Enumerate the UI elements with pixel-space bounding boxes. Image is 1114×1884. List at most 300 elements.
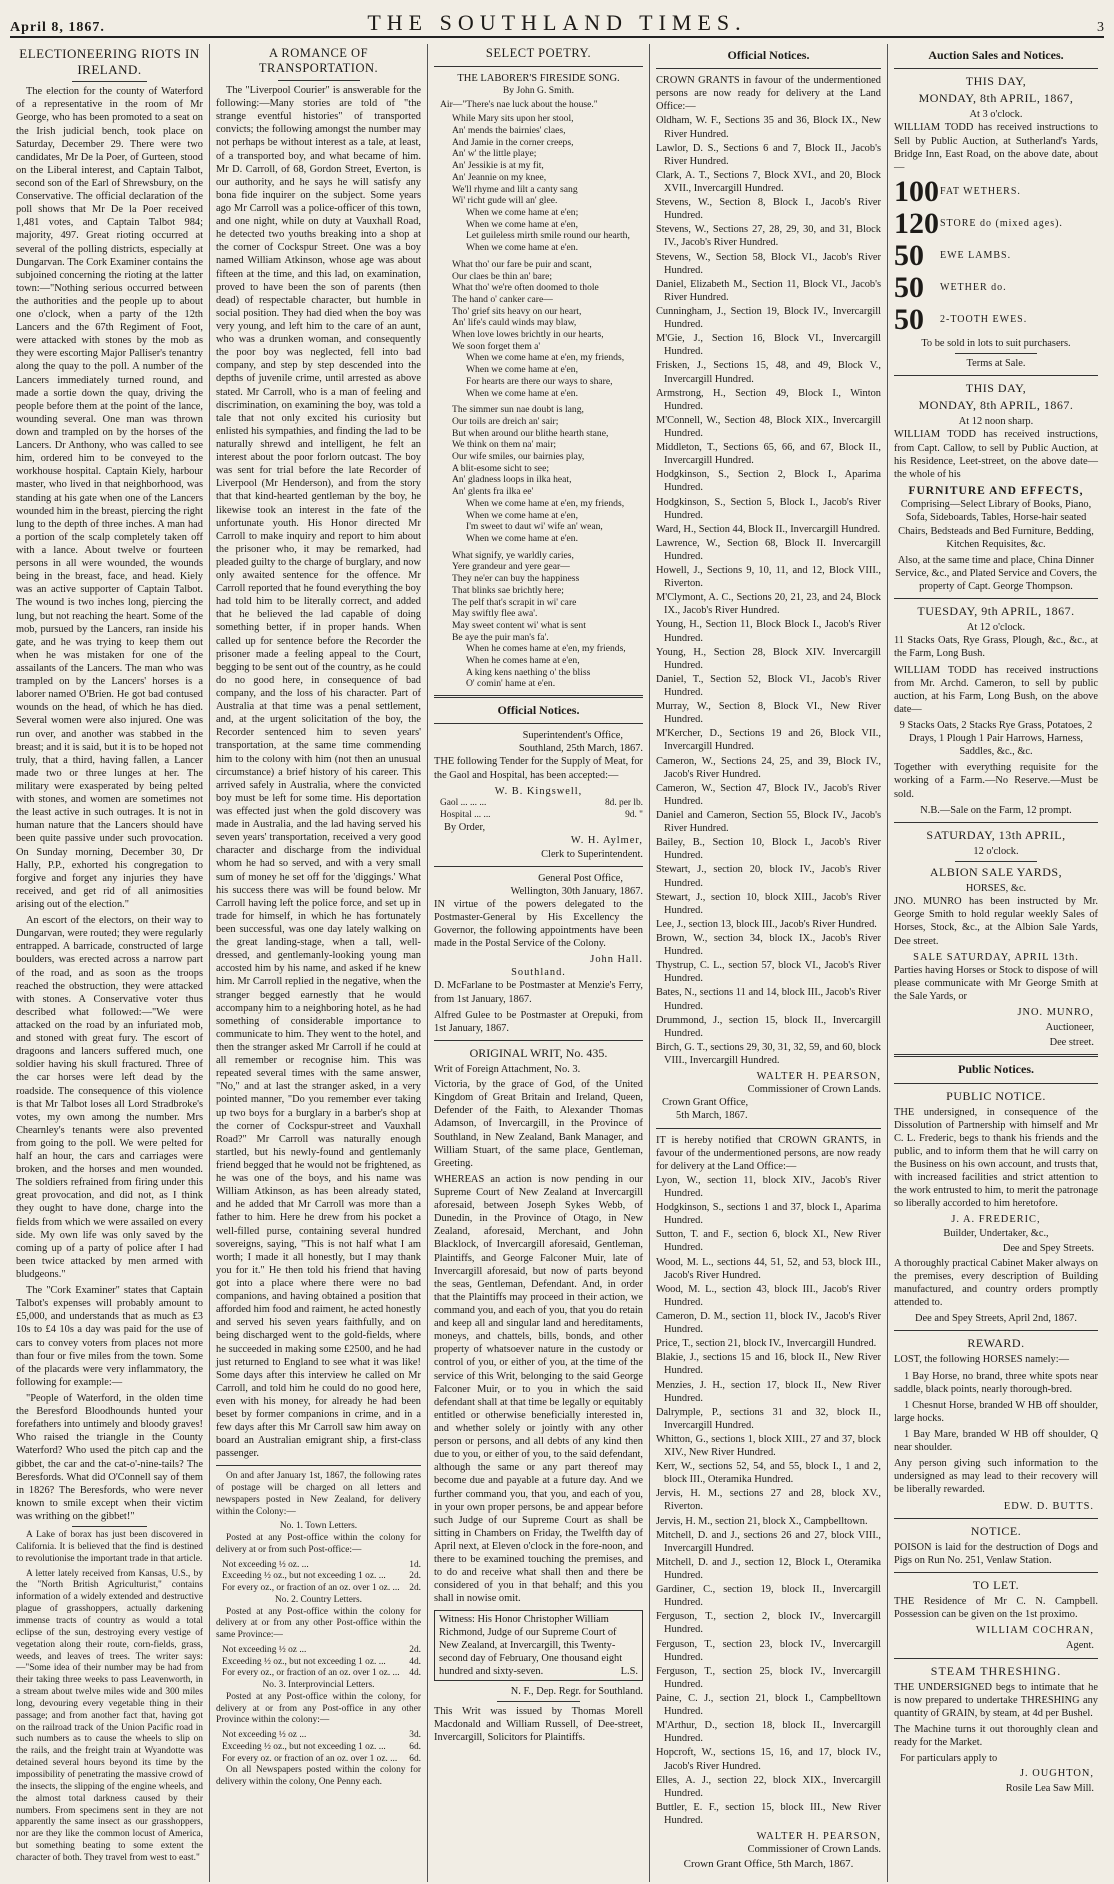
gpo-body: IN virtue of the powers delegated to the Postmaster-General by His Excellency the Governor, the following appointments have been made in the Postal Service of the Colony. (434, 898, 643, 950)
crown-grant-entry: Stevens, W., Sections 27, 28, 29, 30, and 31, Block IV., Jacob's River Hundred. (656, 224, 881, 249)
column-5 (888, 44, 1104, 1882)
sale1-time: At 3 o'clock. (969, 109, 1023, 121)
article-paragraph: The "Liverpool Courier" is answerable for the following:—Many stories are told of "the strange eventful histories" of transported convicts; the following amongst the number may not perhaps be without interest as a tale, at least, of a transported boy, and what became of him. Mr D. Carroll, of 68, Gordon Street, Everton, is our authority, and he says he will satisfy any bona fide inquirer on the subject. Some years ago Mr Carroll was a police-officer of this town, and one night, while on duty at Vauxhall Road, he detected two youths breaking into a shop at the corner of Cockspur Street. One was a boy named William Atkinson, whose age was about fifteen at the time, and this lad, on examination, proved to have been the son of parents (then dead) of respectable character, but humble in social position. They had died when the boy was very young, and left him to the care of an aunt, who was a drunken woman, and consequently the poor boy was neglected, fell into bad company, and step by step descended into the depths of juvenile crime, until arrested as above stated. Mr Carroll, who is a man of feeling and discrimination, on examining the boy, was told a tale that not only excited his curiosity but enlisted his sympathies, and finding the lad to be naturally shrewd and intelligent, he felt an interest about the poor forlorn outcast. The boy was sent for trial before the late Recorder of Liverpool (Mr Henderson), and from the story that that kind-hearted gentleman by the boy, he likewise took an interest in the fate of the unfortunate youth. His Honor directed Mr Carroll to make inquiry and report to him about the prisoner who, it may be remarked, had pleaded guilty to the charge of burglary, and now only awaited sentence for the offence. Mr Carroll reported that he found everything the boy had told him to be literally correct, and added that he believed the lad capable of doing something better, if in proper hands. When called up for sentence before the Recorder the prisoner made a feeling appeal to the Court, begging to be sent out of the country, as he could do no good here, in consequence of bad company, and the loss of his character. Part of Australia at that time was a penal settlement, and, at the urgent solicitation of the boy, the Recorder sentenced him to seven years' transportation, at the same time commending him to the colony with him (not then an unusual circumstance) a brief history of his career. This arrived safely in Australia, where the convicted boy must be left for some time. His deportation was effected just when the gold discovery was made in Australia, and the lad having served his seven years' transportation, received a very good character and discharge from the individual whom he had so served, and with a very small sum of money he set off for the 'diggings.' What his success there was will be found below. Mr Carroll having left the police force, and set up in trade for himself, in which he has fortunately been successful, was one day lately walking on the great landing-stage, when a tall, well-dressed, and gentlemanly-looking young man accosted him by his name, and asked if he knew him. Mr Carroll replied in the negative, when the stranger begged earnestly that he would accompany him to a neighboring hotel, as he had something of considerable importance to communicate to him. They went to the hotel, and then the stranger asked Mr Carroll if he could at all remember or recognise him. This was repeated several times with the same answer, "No," and at last the stranger asked, in a very pointed manner, "Do you remember ever taking up two boys for a burglary in a barber's shop at the corner of Cockspur-street and Vauxhall Road?" Mr Carroll was naturally enough startled, but his newly-found and gentlemanly friend begged that he would not be frightened, as he was one of the boys, and his name was William Atkinson, as has been already stated, and he added that Mr Carroll was more than a father to him. Here he drew from his pocket a well-filled purse, containing several hundred sovereigns, saying, "This is not half what I am worth; I made it all honestly, but I may thank you for it." He then told his friend that having got into a place where there were no bad companions, and having obtained a position that afforded him food and raiment, he acted honestly and served his seven years faithfully, and on being discharged went to the gold-fields, where he succeeded in making some £2500, and he had just returned to England to see what it was like! Some days after this interview he called on Mr Carroll, and told him he could do no good here, even with his money, for already he had been beset by former companions in crime, and in a few days after this Mr Carroll saw him away on board an Australian emigrant ship, a first-class passenger. (216, 85, 421, 1460)
poem-line: May swiftly flee awa'. (452, 608, 538, 620)
poem-line: Our claes be thin an' bare; (452, 270, 553, 282)
poem-line: Be aye the puir man's fa'. (452, 631, 549, 643)
news-item: A letter lately received from Kansas, U.S., by the "North British Agriculturist," contains information of a widely extended and destructive plague of grasshoppers, actually darkening immense tracts of country as would a total eclipse of the sun, destroying every vestige of vegetation along their route, corn-fields, grass, weeds, and leaves of trees. The writer says:—"Some idea of their number may be had from their taking three weeks to pass Leavenworth, in a stream about twelve miles wide and 300 miles long, devouring every vegetable thing in their passage; and from another fact that, having got on the railroad track of the Union Pacific road in such numbers as to cause the wheels to slip on the rails, and the freight train at Wyandotte was detained several hours beyond its time by the impossibility of penetrating the massive crowd of the insects, the slipping of the engine wheels, and the almost total darkness caused by their numbers. From specimens sent in they are not apparently the same insect as our grasshoppers, nor are they like the common locust of America, but something beating to some extent the character of both. They travel from west to east." (16, 1568, 203, 1863)
column-4 (650, 44, 888, 1882)
postage-footer: On all Newspapers posted within the colony for delivery within the colony, One Penny each. (216, 1765, 421, 1788)
sale1-date: MONDAY, 8th APRIL, 1867, (918, 91, 1074, 106)
steam-threshing-notice (894, 1664, 1098, 1796)
poem-line: But when around our blithe hearth stane, (452, 427, 609, 439)
postage-sections (216, 1521, 421, 1765)
public-notice-title: PUBLIC NOTICE. (946, 1088, 1046, 1103)
supt-rate-value: 9d. " (625, 809, 643, 820)
crown-grant-entry: Hopcroft, W., sections 15, 16, and 17, block IV., Jacob's River Hundred. (656, 1747, 881, 1772)
sale3-time: At 12 o'clock. (966, 622, 1026, 634)
supt-office: Superintendent's Office, (522, 730, 623, 742)
auction-livestock (894, 74, 1098, 370)
poem-line: Our toils are dreich an' sair; (452, 415, 559, 427)
to-let-sign-title: Agent. (1066, 1640, 1094, 1652)
postage-rate-value: 3d. (409, 1730, 421, 1741)
postage-rate-row (216, 1583, 421, 1595)
sale2-body: WILLIAM TODD has received instructions, from Capt. Callow, to sell by Public Auction, at his Residence, Leet-street, on the above date—the whole of his (894, 429, 1098, 480)
sale1-body: WILLIAM TODD has received instructions to Sell by Public Auction, at Sutherland's Yards, Bridge Inn, East Road, on the above date, about— (894, 122, 1098, 173)
poem-line: And Jamie in the corner creeps, (452, 136, 574, 148)
supt-sign: W. H. Aylmer, (570, 835, 643, 847)
postage-rate-desc: For every oz. or fraction of an oz. over 1 oz. ... (222, 1753, 398, 1764)
postage-rate-desc: For every oz., or fraction of an oz. over 1 oz. ... (222, 1668, 400, 1679)
romance-body (216, 84, 421, 1460)
postage-rate-value: 6d. (409, 1741, 421, 1752)
steam-sign-place: Rosile Lea Saw Mill. (1005, 1783, 1094, 1795)
poem-line: A blit-esome sicht to see; (452, 462, 549, 474)
sale2-detail: Comprising—Select Library of Books, Piano, Sofa, Sideboards, Tables, Horse-hair seated Chairs, Bedsteads and Bed Furniture, Bedding, Kitchen Requisites, &c. (898, 499, 1094, 550)
steam-apply: For particulars apply to (900, 1753, 998, 1765)
gpo-appointments (434, 979, 643, 1034)
gpo-sign: John Hall. (590, 954, 643, 966)
reward-sign: EDW. D. BUTTS. (1003, 1500, 1094, 1512)
sale-lot-count: 50 (894, 302, 924, 336)
poem-line: When we come hame at e'en, (466, 364, 579, 376)
sale4-sign-title: Auctioneer, (1045, 1022, 1094, 1034)
column-3 (428, 44, 650, 1882)
sale2-also: Also, at the same time and place, China Dinner Service, &c., and Plated Service and Covers, the property of Capt. George Thompson. (895, 554, 1097, 592)
crown-grant-entry: Kerr, W., sections 52, 54, and 55, block I., 1 and 2, block III., Oteramika Hundred. (656, 1461, 881, 1486)
poem-line: When we come hame at e'en; (466, 207, 579, 218)
section-header-official: Official Notices. (497, 703, 580, 718)
section-header-auction: Auction Sales and Notices. (928, 48, 1064, 62)
supt-rate-desc: Gaol ... ... ... (440, 797, 487, 808)
to-let-sign: WILLIAM COCHRAN, (975, 1625, 1094, 1637)
writ-seal: L.S. (620, 1665, 638, 1677)
column-1 (10, 44, 210, 1882)
article-title-romance: A ROMANCE OF TRANSPORTATION. (258, 46, 379, 75)
steam-title: STEAM THRESHING. (930, 1663, 1062, 1678)
auction-horses (894, 828, 1098, 1050)
poem-line: When we come hame at e'en, my friends, (466, 352, 625, 364)
poem-line: We think on them na' mair; (452, 439, 557, 451)
crown-grant-entry: Bates, N., sections 11 and 14, block III., Jacob's River Hundred. (656, 987, 881, 1012)
poem-line: What tho' our fare be puir and scant, (452, 258, 592, 270)
crown-grant-entry: M'Kercher, D., Sections 19 and 26, Block VII., Invercargill Hundred. (656, 728, 881, 753)
poem-line: That blinks sae brichtly here; (452, 584, 564, 596)
crown-grant-entry: Gardiner, C., section 19, block II., Invercargill Hundred. (656, 1584, 881, 1609)
crown-grant-entry: Daniel, T., Section 52, Block VI., Jacob's River Hundred. (656, 673, 881, 699)
sale3-body: WILLIAM TODD has received instructions from Mr. Archd. Cameron, to sell by public auction, at his Farm, Long Bush, on the above date— (894, 664, 1098, 715)
to-let-title: TO LET. (972, 1578, 1020, 1592)
postage-section-head: No. 3. Interprovincial Letters. (262, 1680, 375, 1691)
crown-grant-entry: Cunningham, J., Section 19, Block IV., Invercargill Hundred. (656, 305, 881, 331)
supt-order: By Order, (444, 822, 486, 834)
news-item: A Lake of borax has just been discovered in California. It is believed that the find is destined to revolutionise the important trade in that article. (16, 1530, 203, 1564)
crown-grant-entry: Cameron, W., Section 47, Block IV., Jacob's River Hundred. (656, 782, 881, 807)
postage-rate-value: 4d. (409, 1668, 421, 1679)
postage-section-head: No. 2. Country Letters. (275, 1594, 362, 1605)
poem-line: When he comes hame at e'en, my friends, (466, 643, 626, 655)
sale-lot (894, 270, 1098, 304)
crown-grant-entry: M'Connell, W., Section 48, Block XIX., Invercargill Hundred. (656, 414, 881, 439)
poem-title: THE LABORER'S FIRESIDE SONG. (457, 73, 620, 84)
crown-grant-entry: M'Gie, J., Section 16, Block VI., Invercargill Hundred. (656, 333, 881, 358)
reward-item: 1 Bay Horse, no brand, three white spots near saddle, black points, nearly thorough-bred. (894, 1370, 1098, 1395)
crown-grant-entry: M'Arthur, D., section 18, block II., Invercargill Hundred. (656, 1720, 881, 1745)
supt-rate-row (434, 798, 643, 810)
crown-grant-entry: Frisken, J., Sections 15, 48, and 49, Block V., Invercargill Hundred. (656, 360, 881, 385)
crown-grant-entry: Bailey, B., Section 10, Block I., Jacob's River Hundred. (656, 837, 881, 862)
crown-grant-entry: Ward, H., Section 44, Block II., Invercargill Hundred. (656, 523, 881, 535)
crown-sign-2: WALTER H. PEARSON, (756, 1831, 881, 1843)
crown-grant-entry: Cameron, W., Sections 24, 25, and 39, Block IV., Jacob's River Hundred. (656, 755, 881, 780)
crown-grant-entry: Hodgkinson, S., Section 2, Block I., Aparima Hundred. (656, 469, 881, 494)
poem-line: The simmer sun nae doubt is lang, (452, 404, 584, 416)
sale3-nb: N.B.—Sale on the Farm, 12 prompt. (920, 804, 1072, 816)
section-header-official-4: Official Notices. (727, 48, 810, 62)
public-notice-date: Dee and Spey Streets, April 2nd, 1867. (915, 1313, 1077, 1325)
postage-rate-row (216, 1742, 421, 1754)
poem-line: When we come hame at e'en. (466, 387, 579, 399)
sale-lot-count: 120 (894, 206, 939, 240)
sale2-day: THIS DAY, (965, 381, 1027, 396)
auction-furniture (894, 381, 1098, 593)
poem-line: Tho' grief sits heavy on our heart, (452, 305, 582, 317)
postage-rate-value: 2d. (409, 1571, 421, 1582)
writ-body: WHEREAS an action is now pending in our Supreme Court of New Zealand at Invercargill aforesaid, between Joseph Sykes Webb, of Dunedin, in the Province of Otago, in New Zealand, aforesaid, Merchant, and John Blacklock, of Invercargill aforesaid, Gentleman, Plaintiffs, and George Falconer Muir, late of Invercargill aforesaid, but now of parts beyond the seas, Gentleman, Defendant. And, in order that the Plaintiffs may proceed in their action, we command you, and each of you, that you do retain and keep all and singular land and hereditaments, moneys, and chattels, bills, bonds, and other property of whatsoever nature in the custody or control of you, or either of you, at the time of the service of this Writ, belonging to the said George Falconer Muir, or to you in which the said defendant shall at that time be legally or equitably entitled or otherwise beneficially interested in, and whether solely or jointly with any other person or persons, and all debts of any kind then due to you, or either of you, to the said defendant, although the same or any part thereof may become due and payable at a future day. And we further command you, that you, and each of you, in your own proper persons, be and appear before such Judge of our Supreme Court as shall be sitting in Chambers on Friday, the Twelfth day of April next, at Eleven o'clock in the fore-noon, and there to be examined touching the premises, and to do and receive what shall then and there be considered of you in that behalf; and this you shall in nowise omit. (434, 1173, 643, 1605)
crown-grant-entry: Drummond, J., section 15, block II., Invercargill Hundred. (656, 1014, 881, 1039)
poem-author: By John G. Smith. (502, 85, 575, 97)
crown-grant-entry: Armstrong, H., Section 49, Block I., Winton Hundred. (656, 387, 881, 412)
reward-notice (894, 1336, 1098, 1512)
postage-rate-desc: Exceeding ½ oz., but not exceeding 1 oz. ... (222, 1656, 386, 1667)
poem-line: When we come hame at e'en, (466, 218, 579, 230)
crown-grant-entry: Lee, J., section 13, block III., Jacob's River Hundred. (656, 918, 877, 930)
article-paragraph: The "Cork Examiner" states that Captain Talbot's expenses will probably amount to £5,000, and understands that as much as £3 10s to £4 10s a day was paid for the use of cars to convey voters from places not more than four or five miles from the town. Some of the placards were very inflammatory, the following for example:— (16, 1285, 203, 1388)
crown-grant-entry: M'Clymont, A. C., Sections 20, 21, 23, and 24, Block IX., Jacob's River Hundred. (656, 592, 881, 617)
crown-grant-entry: Lyon, W., section 11, block XIV., Jacob's River Hundred. (656, 1174, 881, 1199)
poem-line: When we come hame at e'en. (466, 532, 579, 544)
to-let-body: THE Residence of Mr C. N. Campbell. Possession can be given on the 1st proximo. (894, 1596, 1098, 1621)
poem-line: An' life's cauld winds may blaw, (452, 317, 577, 329)
postage-section-note: Posted at any Post-office within the colony for delivery at or from such Post-office:— (216, 1533, 421, 1555)
writ-title: ORIGINAL WRIT, No. 435. (469, 1045, 608, 1060)
poison-notice (894, 1524, 1098, 1567)
election-riots-body (16, 85, 203, 1523)
sale4-sign-place: Dee street. (1049, 1037, 1094, 1049)
postage-rates (216, 1471, 421, 1789)
sale1-day: THIS DAY, (965, 74, 1027, 89)
crown-grant-entry: Brown, W., section 34, block IX., Jacob's River Hundred. (656, 933, 881, 958)
crown-grants-list-2 (656, 1174, 881, 1827)
auction-farm (894, 604, 1098, 817)
postage-rate-desc: Not exceeding ½ oz. ... (222, 1559, 309, 1570)
sale3-date: TUESDAY, 9th APRIL, 1867. (917, 604, 1075, 619)
gpo-appointment: Alfred Gulee to be Postmaster at Orepuki, from 1st January, 1867. (434, 1009, 643, 1034)
sale-lot-desc: 2-TOOTH EWES. (940, 313, 1028, 325)
article-title-election-riots: ELECTIONEERING RIOTS IN IRELAND. (19, 46, 200, 77)
postage-rate-row (216, 1571, 421, 1583)
sale-lot-desc: WETHER do. (940, 281, 1007, 293)
crown-grant-entry: Hodgkinson, S., Section 5, Block I., Jacob's River Hundred. (656, 496, 881, 521)
public-notice-sign-place: Dee and Spey Streets. (1002, 1242, 1094, 1254)
sale-lot-count: 100 (894, 174, 939, 208)
crown-grant-entry: Wood, M. L., section 43, block III., Jacob's River Hundred. (656, 1283, 881, 1308)
gpo-office: General Post Office, (538, 872, 623, 884)
public-notice (894, 1089, 1098, 1326)
crown-grant-entry: Stewart, J., section 10, block XIII., Jacob's River Hundred. (656, 891, 881, 916)
postage-rate-desc: Not exceeding ½ oz ... (222, 1644, 307, 1655)
public-notice-body: THE undersigned, in consequence of the Dissolution of Partnership with himself and Mr C. L. Frederic, begs to thank his friends and the public, and to inform them that he will carry on the Business on his own account, and trusts that, with increased facilities and strict attention to the work entrusted to him, to merit the patronage so liberally accorded to him heretofore. (894, 1106, 1098, 1210)
sale2-time: At 12 noon sharp. (958, 416, 1034, 428)
poem-line: A king kens naething o' the bliss (466, 666, 591, 678)
postage-rate-row (216, 1657, 421, 1669)
writ-sub: Writ of Foreign Attachment, No. 3. (434, 1064, 581, 1076)
crown-grant-entry: Paine, C. J., section 21, block I., Campbelltown Hundred. (656, 1693, 881, 1718)
crown-sign-1: WALTER H. PEARSON, (756, 1071, 881, 1083)
postage-rate-desc: For every oz., or fraction of an oz. over 1 oz. ... (222, 1583, 400, 1594)
crown-grant-entry: Jervis, H. M., section 21, block X., Campbelltown. (656, 1515, 868, 1527)
reward-foot: Any person giving such information to the undersigned as may lead to their recovery will be liberally rewarded. (894, 1458, 1098, 1496)
crown-grant-entry: Stevens, W., Section 58, Block VI., Jacob's River Hundred. (656, 251, 881, 276)
poem-line: I'm sweet to daut wi' wife an' wean, (466, 521, 603, 533)
steam-foot: The Machine turns it out thoroughly clean and ready for the Market. (894, 1723, 1098, 1749)
poem-line: May sweet content wi' what is sent (452, 619, 586, 631)
crown-grant-entry: Birch, G. T., sections 29, 30, 31, 32, 59, and 60, block VIII., Invercargill Hundred. (656, 1041, 881, 1066)
poem-line: An' glents fra ilka ee' (452, 486, 534, 498)
poem-line: O' comin' hame at e'en. (466, 678, 556, 690)
gpo-date: Wellington, 30th January, 1867. (510, 885, 643, 897)
writ-notice (434, 1046, 643, 1745)
sale4-date: SATURDAY, 13th APRIL, (926, 827, 1066, 842)
postage-section-note: Posted at any Post-office within the colony, for delivery at or from any Post-office in any other Province within the colony:— (216, 1691, 421, 1726)
supt-rate-row (434, 810, 643, 822)
crown-grant-entry: Elles, A. J., section 22, block XIX., Invercargill Hundred. (656, 1774, 881, 1799)
column-2 (210, 44, 428, 1882)
postage-rate-value: 1d. (409, 1559, 421, 1570)
to-let-notice (894, 1578, 1098, 1653)
sale-lot-desc: STORE do (mixed ages). (940, 217, 1063, 229)
crown-grant-entry: Lawlor, D. S., Sections 6 and 7, Block II., Jacob's River Hundred. (656, 142, 881, 167)
sale-lot-desc: FAT WETHERS. (940, 185, 1021, 197)
sale3-lead: 11 Stacks Oats, Rye Grass, Plough, &c., &c., at the Farm, Long Bush. (894, 635, 1098, 660)
postage-rate-desc: Exceeding ½ oz., but not exceeding 1 oz. ... (222, 1741, 386, 1752)
postage-intro: On and after January 1st, 1867, the following rates of postage will be charged on all letters and newspapers posted in New Zealand, for delivery within the Colony:— (216, 1471, 421, 1517)
crown-grant-entry: Wood, M. L., sections 44, 51, 52, and 53, block III., Jacob's River Hundred. (656, 1256, 881, 1281)
supt-rate-value: 8d. per lb. (604, 797, 643, 808)
sale3-items: 9 Stacks Oats, 2 Stacks Rye Grass, Potatoes, 2 Drays, 1 Plough 1 Pair Harrows, Harness, Saddles, &c., &c. (899, 719, 1093, 758)
crown-grant-entry: Sutton, T. and F., section 6, block XI., New River Hundred. (656, 1229, 881, 1254)
public-notice-sign-title: Builder, Undertaker, &c., (943, 1227, 1049, 1239)
poem-air: Air—"There's nae luck about the house." (440, 99, 598, 111)
crown-grant-entry: Hodgkinson, S., sections 1 and 37, block I., Aparima Hundred. (656, 1202, 881, 1227)
poem-line: While Mary sits upon her stool, (452, 113, 574, 125)
supt-sign-title: Clerk to Superintendent. (541, 848, 643, 860)
crown-grant-entry: Ferguson, T., section 23, block IV., Invercargill Hundred. (656, 1638, 881, 1663)
crown-grants-intro: CROWN GRANTS in favour of the undermentioned persons are now ready for delivery at the Land Office:— (656, 75, 881, 113)
poem-line: What tho' we're often doomed to thole (452, 282, 599, 294)
crown-grant-entry: Stevens, W., Section 8, Block I., Jacob's River Hundred. (656, 197, 881, 222)
supt-notice (434, 729, 643, 860)
crown-grants-intro-2: IT is hereby notified that CROWN GRANTS, in favour of the undermentioned persons, are now ready for delivery at the Land Office:— (656, 1134, 881, 1172)
crown-grant-entry: Mitchell, D. and J., sections 26 and 27, block VIII., Invercargill Hundred. (656, 1529, 881, 1554)
issue-date: April 8, 1867. (10, 20, 105, 35)
sale-lot-desc: EWE LAMBS. (940, 249, 1012, 261)
reward-title: REWARD. (967, 1336, 1025, 1351)
postage-section-head: No. 1. Town Letters. (279, 1521, 358, 1532)
supt-tenderer: W. B. Kingswell, (494, 785, 583, 797)
sale-lot (894, 238, 1098, 272)
crown-grant-entry: Daniel, Elizabeth M., Section 11, Block VI., Jacob's River Hundred. (656, 278, 881, 303)
poison-title: NOTICE. (970, 1523, 1022, 1538)
crown-grant-entry: Lawrence, W., Section 68, Block II. Invercargill Hundred. (656, 537, 881, 562)
crown-grant-entry: Buttler, E. F., section 15, block III., New River Hundred. (656, 1801, 881, 1826)
poem-line: When we come hame at e'en, (466, 509, 579, 521)
poem-line: Wi' richt gude will an' glee. (452, 195, 558, 207)
gpo-place: Southland. (511, 967, 566, 979)
poem-line: An' w' the little playe; (452, 148, 537, 160)
steam-body: THE UNDERSIGNED begs to intimate that he is now prepared to undertake THRESHING any quantity of GRAIN, by steam, at 4d per Bushel. (894, 1681, 1098, 1719)
poem-line: Let guileless mirth smile round our hearth, (466, 230, 630, 242)
crown-grant-entry: Menzies, J. H., section 17, block II., New River Hundred. (656, 1379, 881, 1404)
sale4-parties: Parties having Horses or Stock to dispose of will please communicate with Mr George Smith at the Sale Yards, or (894, 964, 1098, 1002)
poem-line: An' mends the bairnies' claes, (452, 125, 566, 137)
section-header-poetry: SELECT POETRY. (485, 46, 592, 60)
postage-rate-row (216, 1560, 421, 1572)
sale4-time: 12 o'clock. (973, 845, 1019, 857)
crown-grant-entry: Oldham, W. F., Sections 35 and 36, Block IX., New River Hundred. (656, 115, 881, 140)
sale1-lots (894, 174, 1098, 336)
poem-line: An' gladness loops in ilka heat, (452, 474, 572, 486)
crown-sign-1-title: Commissioner of Crown Lands. (747, 1084, 881, 1096)
crown-grant-entry: Price, T., section 21, block IV., Invercargill Hundred. (656, 1338, 877, 1350)
crown-grant-entry: Middleton, T., Sections 65, 66, and 67, Block II., Invercargill Hundred. (656, 442, 881, 467)
reward-item: 1 Chesnut Horse, branded W HB off shoulder, large hocks. (894, 1399, 1098, 1424)
poem-line: We'll rhyme and lilt a canty sang (452, 183, 578, 195)
poem-line: When love lowes brichtly in our hearts, (452, 329, 604, 341)
poem-line: What signify, ye warldly caries, (452, 549, 574, 561)
sale-lot (894, 206, 1098, 240)
supt-body: THE following Tender for the Supply of Meat, for the Gaol and Hospital, has been accepted:— (434, 756, 643, 781)
article-paragraph: The election for the county of Waterford of a representative in the room of Mr George, who has been promoted to a seat on the Irish judicial bench, took place on Saturday, December 29. There were two candidates, Mr De la Poer, of Gurteen, stood on the Liberal interest, and Captain Talbot, second son of the Earl of Shrewsbury, on the Conservative. The official declaration of the poll shows that Mr De la Poer received 1,481 votes, and Captain Talbot 984; majority, 497. Great rioting occurred at several of the polling districts, especially at Dungarvan. The Cork Examiner contains the subjoined concerning the rioting at the latter town:—"Nothing serious occurred between the authorities and the people up to about one o'clock, when a party of the 12th Lancers and the 67th Regiment of Foot, were attacked with stones by the mob as they were escorting Major Palliser's tenantry along the quay to the poll. A number of the Lancers immediately turned round, and made a sortie down the quay, driving the people before them at the point of the lance, wounding several. One man was thrown down and trampled on by the horses of the Lancers. Dr Anthony, who was called to see him, ordered him to be conveyed to the workhouse hospital. Captain Kiely, harbour master, who lived in that neighborhood, was standing at his gate when one of the Lancers wounded him in the breast, piercing the right lung to the depth of three inches. A man had a portion of the scalp completely taken off with a lance. About twelve or fourteen persons in all were wounded, the wounds being in the breast, face, and head. Kiely was an active supporter of Captain Talbot. The wound is two inches long, piercing the lung, but not reaching the heart. Some of the mob, pursued by the Lancers, ran inside his gate, and he was trying to keep them out when he was mistaken for one of the assailants of the Lancers. The man who was trampled on by the Lancers' horses is a laborer named O'Brien. He got bad contused wounds on the head, of which he has died. Several women were also injured. One was run over, and another was stabbed in the breast; and it is said, but it is to be hoped not truly, that a third, having fallen, a Lancer made two or three lunges at her. The military were exasperated by being pelted with stones, and women are sometimes not the least active in such outrages. It is not in human nature that the Lancers should have been quite passive under such provocation. On Sunday morning, December 30, Dr Hally, P.P., exhorted his congregation to forgive and forget any injuries they have received, and get rid of all animosities arising out of the election." (16, 86, 203, 910)
writ-footer: This Writ was issued by Thomas Morell Macdonald and William Russell, of Dee-street, Invercargill, Solicitors for Plaintiffs. (434, 1706, 643, 1744)
crown-grant-entry: Mitchell, D. and J., section 12, Block I., Oteramika Hundred. (656, 1556, 881, 1582)
postage-rate-row (216, 1754, 421, 1766)
crown-grants-list-1 (656, 114, 881, 1067)
sale3-foot: Together with everything requisite for the working of a Farm.—No Reserve.—Must be sold. (894, 762, 1098, 800)
crown-grant-entry: Jervis, H. M., sections 27 and 28, block XV., Riverton. (656, 1488, 881, 1513)
crown-grant-entry: Clark, A. T., Sections 7, Block XVI., and 20, Block XVII., Invercargill Hundred. (656, 169, 881, 194)
writ-witness (434, 1610, 643, 1682)
reward-items (894, 1370, 1098, 1455)
postage-rate-row (216, 1730, 421, 1742)
postage-rate-row (216, 1645, 421, 1657)
reward-body: LOST, the following HORSES namely:— (894, 1354, 1069, 1366)
sale1-foot: To be sold in lots to suit purchasers. (921, 337, 1071, 349)
crown-grant-entry: Whitton, G., sections 1, block XIII., 27 and 37, block XIV., New River Hundred. (656, 1433, 881, 1459)
gpo-appointment: D. McFarlane to be Postmaster at Menzie's Ferry, from 1st January, 1867. (434, 980, 643, 1005)
sale1-terms: Terms at Sale. (966, 357, 1026, 369)
crown-grant-entry: Stewart, J., section 20, block IV., Jacob's River Hundred. (656, 864, 881, 889)
writ-witness-text: Witness: His Honor Christopher William Richmond, Judge of our Supreme Court of New Zealand, at Invercargill, this Twenty-second day of February, One thousand eight hundred and sixty-seven. (439, 1613, 623, 1677)
crown-grant-entry: Ferguson, T., section 25, block IV., Invercargill Hundred. (656, 1665, 881, 1690)
public-notice-extra: A thoroughly practical Cabinet Maker always on the premises, every description of Building manufactured, and country orders promptly attended to. (894, 1257, 1098, 1309)
sale2-title: FURNITURE AND EFFECTS, (908, 484, 1084, 497)
sale4-yards: ALBION SALE YARDS, (929, 864, 1063, 879)
sale-lot-count: 50 (894, 270, 924, 304)
crown-grant-entry: Howell, J., Sections 9, 10, 11, and 12, Block VIII., Riverton. (656, 565, 881, 590)
section-header-public: Public Notices. (958, 1062, 1034, 1077)
poem-line: When we come hame at e'en, my friends, (466, 497, 625, 509)
postage-rate-row (216, 1668, 421, 1680)
writ-registrar: N. F., Dep. Regr. for Southland. (510, 1686, 643, 1698)
article-paragraph: "People of Waterford, in the olden time the Beresford Bloodhounds hunted your forefathers into untimely and bloody graves! Who raised the triangle in the County Waterford? Who used the pitch cap and the gibbet, the car and the cat-o'-nine-tails? The Beresfords. What did O'Connell say of them in 1826? The Beresfords, who were never known to smile except when their victim was writhing on the gibbet!" (16, 1393, 203, 1522)
sale4-sat: SALE SATURDAY, APRIL 13th. (913, 951, 1079, 963)
crown-grant-entry: Ferguson, T., section 2, block IV., Invercargill Hundred. (656, 1611, 881, 1636)
crown-grant-entry: Blakie, J., sections 15 and 16, block II., New River Hundred. (656, 1352, 881, 1377)
masthead (10, 8, 1104, 38)
sale4-body: JNO. MUNRO has been instructed by Mr. George Smith to hold regular weekly Sales of Horses, Stock, &c., at the Albion Sale Yards, Dee street. (894, 896, 1098, 947)
columns (10, 44, 1104, 1882)
postage-rate-value: 2d. (409, 1583, 421, 1594)
poem-line: They ne'er can buy the happiness (452, 573, 580, 585)
reward-item: 1 Bay Mare, branded W HB off shoulder, Q near shoulder. (894, 1429, 1098, 1454)
crown-sign-1-date: 5th March, 1867. (676, 1110, 748, 1122)
poem-line: The pelf that's scrapit in wi' care (452, 596, 577, 608)
public-notice-sign: J. A. FREDERIC, (951, 1214, 1041, 1226)
sale-lot-count: 50 (894, 238, 924, 272)
postage-rate-desc: Exceeding ½ oz., but not exceeding 1 oz. ... (222, 1571, 386, 1582)
poem-line: Our wife smiles, our bairnies play, (452, 451, 585, 463)
news-items (16, 1530, 203, 1865)
supt-date: Southland, 25th March, 1867. (518, 743, 643, 755)
poem-line: The hand o' canker care— (452, 293, 553, 305)
crown-grant-entry: Cameron, D. M., section 11, block IV., Jacob's River Hundred. (656, 1310, 881, 1336)
steam-sign: J. OUGHTON, (1019, 1768, 1094, 1780)
supt-rate-desc: Hospital ... ... (440, 809, 491, 820)
crown-grant-entry: Young, H., Section 28, Block XIV. Invercargill Hundred. (656, 646, 881, 671)
postage-rate-value: 6d. (409, 1753, 421, 1764)
crown-grant-entry: Dalrymple, P., sections 31 and 32, block II., Invercargill Hundred. (656, 1406, 881, 1431)
crown-grant-entry: Daniel and Cameron, Section 55, Block IV., Jacob's River Hundred. (656, 810, 881, 835)
sale4-yards-sub: HORSES, &c. (965, 883, 1027, 895)
poem-line: We soon forget them a' (452, 340, 541, 352)
poison-body: POISON is laid for the destruction of Dogs and Pigs on Run No. 251, Venlaw Station. (894, 1541, 1098, 1566)
newspaper-title: THE SOUTHLAND TIMES. (367, 10, 747, 35)
postage-rate-desc: Not exceeding ½ oz ... (222, 1730, 307, 1741)
postage-rate-value: 2d. (409, 1644, 421, 1655)
crown-sign-2-title: Commissioner of Crown Lands. (747, 1844, 881, 1856)
poem-line: An' Jessikie is at my fit, (452, 160, 544, 172)
poem-line: When he comes hame at e'en, (466, 655, 580, 667)
article-paragraph: An escort of the electors, on their way to Dungarvan, were routed; they were regularly entrapped. A barricade, constructed of large boulders, was erected across a narrow part of the road, and as soon as the troops reached the obstruction, they were attacked with stones. A Conservative voter thus described what followed:—"We were attacked on the road by an infuriated mob, and stoned with great fury. The escort of dragoons and lancers suffered much, one soldier having his skull fractured. Three of the car horses were left dead by the roadside. The consequence of this violence is that Mr Talbot loses all Lord Stradbroke's votes, my own among the number. Mrs Chearnley's tenants were also prevented from going to the poll. We were pelted for half an hour, the cars and carriages were broken, and the horses and men wounded. The soldiers refrained from firing under this great provocation, and did not, as I think they ought to have done, charge into the fields from which we were assailed on every side. My own life was only saved by the coming up of a party of police after I had been twice attacked by men armed with bludgeons." (16, 915, 203, 1281)
poem-line: When we come hame at e'en. (466, 242, 579, 254)
poem-line: For hearts are there our ways to share, (466, 375, 613, 387)
poem-line: Yere grandeur and yere gear— (452, 561, 570, 573)
sale2-date: MONDAY, 8th APRIL, 1867. (918, 398, 1074, 413)
crown-sign-2-footer: Crown Grant Office, 5th March, 1867. (683, 1858, 854, 1871)
sale-lot (894, 174, 1098, 208)
crown-grant-entry: Thystrup, C. L., section 57, block VI., Jacob's River Hundred. (656, 960, 881, 985)
crown-sign-1-place: Crown Grant Office, (662, 1097, 749, 1109)
supt-rates (434, 798, 643, 822)
sale-lot (894, 302, 1098, 336)
postage-section-note: Posted at any Post-office within the colony for delivery at or from any other Post-office within the same Province:— (216, 1606, 421, 1641)
poem-body (434, 113, 643, 690)
gpo-notice (434, 872, 643, 1035)
writ-preamble: Victoria, by the grace of God, of the United Kingdom of Great Britain and Ireland, Queen, Defender of the Faith, to Alexander Thomas Adamson, of Invercargill, in the Province of Southland, in New Zealand, Bank Manager, and William Stuart, of the same place, Gentleman, Greeting. (434, 1079, 643, 1169)
page-number: 3 (1097, 20, 1104, 35)
crown-grant-entry: Young, H., Section 11, Block Block I., Jacob's River Hundred. (656, 619, 881, 644)
